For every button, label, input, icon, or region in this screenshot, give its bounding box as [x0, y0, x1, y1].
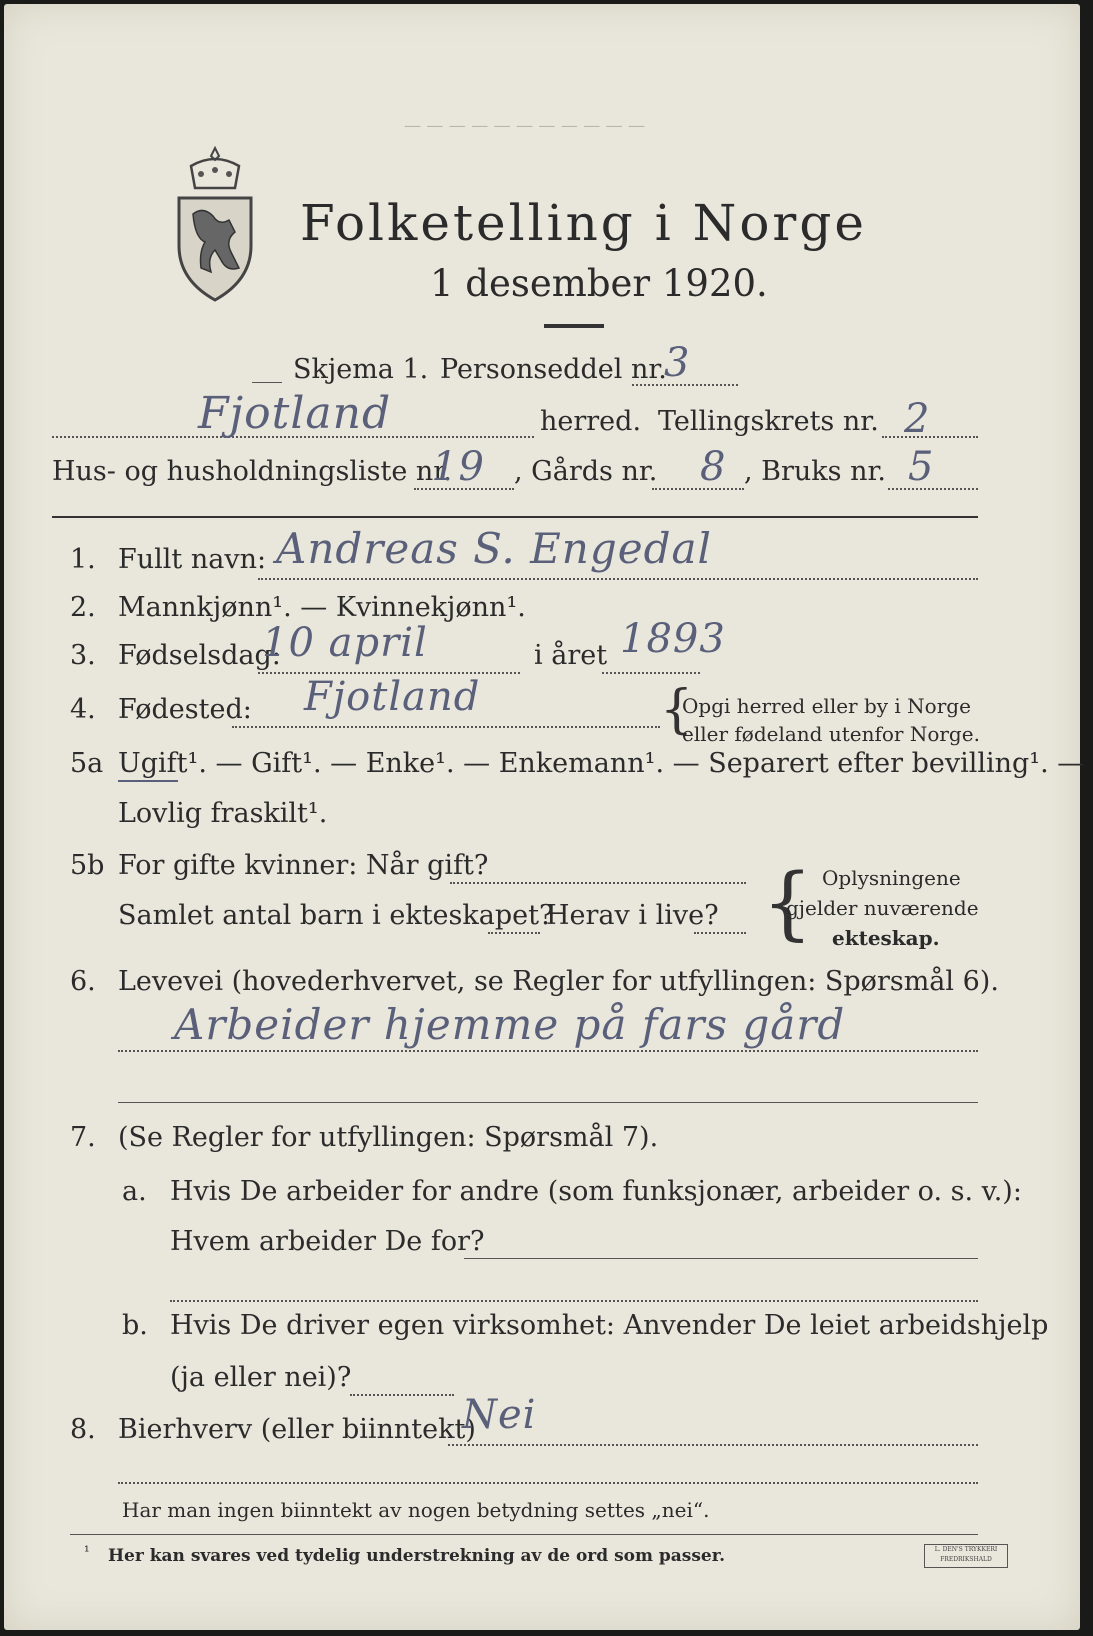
q3-year-line [602, 672, 700, 674]
q5a-number: 5a [70, 748, 104, 779]
footnote-marker: ¹ [84, 1544, 90, 1560]
q5a-label-2: Lovlig fraskilt¹. [118, 798, 328, 829]
q7a-letter: a. [122, 1176, 147, 1207]
q4-value[interactable]: Fjotland [304, 674, 481, 720]
q3-label: Fødselsdag: [118, 640, 281, 671]
herred-value[interactable]: Fjotland [198, 388, 392, 439]
q7a-label-2: Hvem arbeider De for? [170, 1226, 485, 1257]
q1-number: 1. [70, 544, 96, 575]
q4-brace: { [660, 680, 694, 740]
q8-line [448, 1444, 978, 1446]
q7-number: 7. [70, 1122, 96, 1153]
q5b-label-2: Samlet antal barn i ekteskapet? [118, 900, 554, 931]
q3-year-label: i året [534, 640, 608, 671]
q6-value[interactable]: Arbeider hjemme på fars gård [174, 1000, 846, 1049]
q5b-number: 5b [70, 850, 105, 881]
census-date: 1 desember 1920. [430, 262, 768, 305]
q5b-alive-line [694, 932, 746, 934]
q1-line [258, 578, 978, 580]
q5b-label: For gifte kvinner: Når gift? [118, 850, 489, 881]
q1-value[interactable]: Andreas S. Engedal [276, 524, 712, 573]
bleed-through-text: — — — — — — — — — — — [404, 116, 646, 136]
q3-year-value[interactable]: 1893 [620, 616, 726, 662]
q1-label: Fullt navn: [118, 544, 267, 575]
q5b-label-3: Herav i live? [546, 900, 719, 931]
personseddel-label: Personseddel nr. [440, 354, 667, 385]
footnote-text: Her kan svares ved tydelig understrekning av de ord som passer. [108, 1546, 726, 1566]
q4-number: 4. [70, 694, 96, 725]
bruks-label: , Bruks nr. [744, 456, 887, 487]
q6-line-2 [118, 1102, 978, 1103]
q5b-note-3: ekteskap. [832, 926, 940, 950]
q7b-label: Hvis De driver egen virksomhet: Anvender De leiet arbeidshjelp [170, 1310, 1049, 1341]
q2-label: Mannkjønn¹. — Kvinnekjønn¹. [118, 592, 526, 623]
footnote-rule [70, 1534, 978, 1535]
herred-label: herred. [540, 406, 642, 437]
q8-value[interactable]: Nei [462, 1392, 537, 1438]
q4-label: Fødested: [118, 694, 252, 725]
q7-label: (Se Regler for utfyllingen: Spørsmål 7). [118, 1122, 659, 1153]
ugift-underline [118, 780, 178, 782]
q7b-letter: b. [122, 1310, 148, 1341]
q4-line [232, 726, 660, 728]
q6-number: 6. [70, 966, 96, 997]
printer-stamp: L. DEN'S TRYKKERI FREDRIKSHALD [924, 1544, 1008, 1568]
title-divider [544, 324, 604, 328]
husliste-label: Hus- og husholdningsliste nr. [52, 456, 452, 487]
q7a-line-1 [464, 1258, 978, 1259]
q4-note-1: Opgi herred eller by i Norge [682, 694, 971, 718]
q5b-note-2: gjelder nuværende [786, 896, 979, 920]
bruks-value[interactable]: 5 [908, 444, 935, 490]
nei-note: Har man ingen biinntekt av nogen betydning settes „nei“. [122, 1498, 710, 1522]
form-title: Folketelling i Norge [300, 194, 867, 252]
gards-label: , Gårds nr. [514, 456, 658, 487]
q7b-line [350, 1394, 454, 1396]
tellingskrets-value[interactable]: 2 [904, 396, 931, 442]
q5b-married-line [450, 882, 746, 884]
gards-line [652, 488, 744, 490]
q7a-line-2 [170, 1300, 978, 1302]
coat-of-arms-icon [169, 144, 261, 304]
personseddel-value[interactable]: 3 [664, 340, 691, 386]
tellingskrets-label: Tellingskrets nr. [658, 406, 879, 437]
q7a-label: Hvis De arbeider for andre (som funksjonær, arbeider o. s. v.): [170, 1176, 1022, 1207]
q5b-children-line [488, 932, 540, 934]
q5b-brace: { [762, 856, 813, 949]
q3-number: 3. [70, 640, 96, 671]
q2-number: 2. [70, 592, 96, 623]
gards-value[interactable]: 8 [700, 444, 727, 490]
q8-line-2 [118, 1482, 978, 1484]
q8-number: 8. [70, 1414, 96, 1445]
husliste-value[interactable]: 19 [432, 444, 485, 490]
q7b-label-2: (ja eller nei)? [170, 1362, 352, 1393]
q6-label: Levevei (hovederhvervet, se Regler for utfyllingen: Spørsmål 6). [118, 966, 999, 997]
dash-ornament [252, 382, 282, 383]
skjema-label: Skjema 1. [293, 354, 429, 385]
header-rule [52, 516, 978, 518]
q4-note-2: eller fødeland utenfor Norge. [682, 722, 980, 746]
census-form-page [4, 4, 1085, 1630]
q5a-label: Ugift¹. — Gift¹. — Enke¹. — Enkemann¹. — Separert efter bevilling¹. — [118, 748, 1085, 779]
q3-value[interactable]: 10 april [262, 620, 428, 666]
q5b-note-1: Oplysningene [822, 866, 961, 890]
q6-line-1 [118, 1050, 978, 1052]
q8-label: Bierhverv (eller biinntekt) [118, 1414, 476, 1445]
